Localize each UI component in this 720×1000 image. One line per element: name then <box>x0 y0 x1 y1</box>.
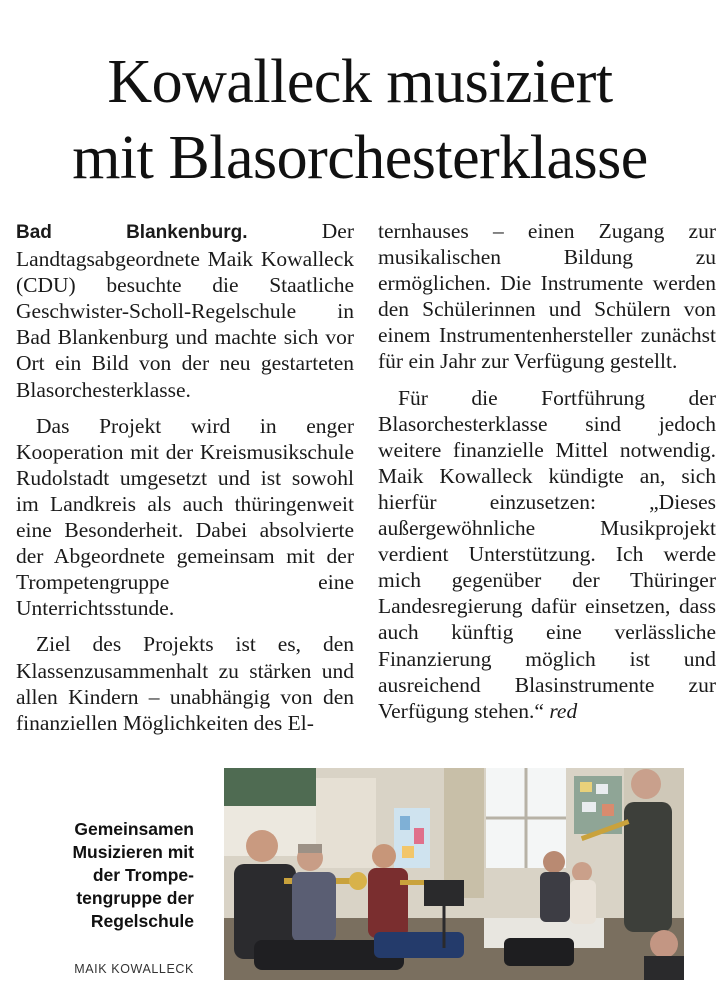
article-photo <box>224 768 684 980</box>
caption-line-5: Regelschule <box>90 911 194 931</box>
paragraph-4 <box>378 385 716 724</box>
caption-line-3: der Trompe- <box>92 865 194 885</box>
caption-line-2: Musizieren mit <box>72 842 194 862</box>
paragraph-2: Das Projekt wird in enger Kooperation mit der Kreismusikschule Rudolstadt umgesetzt und ist sowohl im Landkreis als auch thüringenweit eine Besonderheit. Dabei absolvierte der Abgeordnete gemeinsam mit der Trompetengruppe eine Unterrichtsstunde. <box>16 413 354 621</box>
caption-line-4: tengruppe der <box>76 888 194 908</box>
article-column-left <box>16 218 354 736</box>
caption-line-1: Gemeinsamen <box>74 819 194 839</box>
headline <box>0 44 720 196</box>
author-signature: red <box>549 698 578 723</box>
headline-line-1: Kowalleck musiziert <box>107 48 613 116</box>
paragraph-1-text: Der Landtagsabgeordnete Maik Kowalleck (CDU) besuchte die Staatliche Geschwister-Scholl-Regelschule in Bad Blankenburg und machte sich vor Ort ein Bild von der neu gestarteten Blasorchesterklasse. <box>16 219 354 402</box>
dateline: Bad Blankenburg. <box>16 222 248 243</box>
classroom-photo-illustration <box>224 768 684 980</box>
article-column-right <box>378 218 716 724</box>
headline-line-2: mit Blasorchesterklasse <box>72 124 648 192</box>
photo-caption <box>14 818 194 933</box>
paragraph-1 <box>16 218 354 403</box>
photo-credit: MAIK KOWALLECK <box>74 962 194 976</box>
paragraph-3-part-2: ternhauses – einen Zugang zur musikalischen Bildung zu ermöglichen. Die Instrumente werden den Schülerinnen und Schülern von einem Instrumentenhersteller zunächst für ein Jahr zur Verfügung gestellt. <box>378 219 716 374</box>
paragraph-4-text: Für die Fortführung der Blasorchesterklasse sind jedoch weitere finanzielle Mittel notwendig. Maik Kowalleck kündigte an, sich hierfür einzusetzen: „Dieses außergewöhnliche Musikprojekt verdient Unterstützung. Ich werde mich gegenüber der Thüringer Landesregierung dafür einsetzen, dass auch künftig eine verlässliche Finanzierung möglich ist und ausreichend Blasinstrumente zur Verfügung stehen.“ <box>378 385 716 723</box>
paragraph-3-part-1: Ziel des Projekts ist es, den Klassenzusammenhalt zu stärken und allen Kindern – unabhängig von den finanziellen Möglichkeiten des El- <box>16 632 354 735</box>
